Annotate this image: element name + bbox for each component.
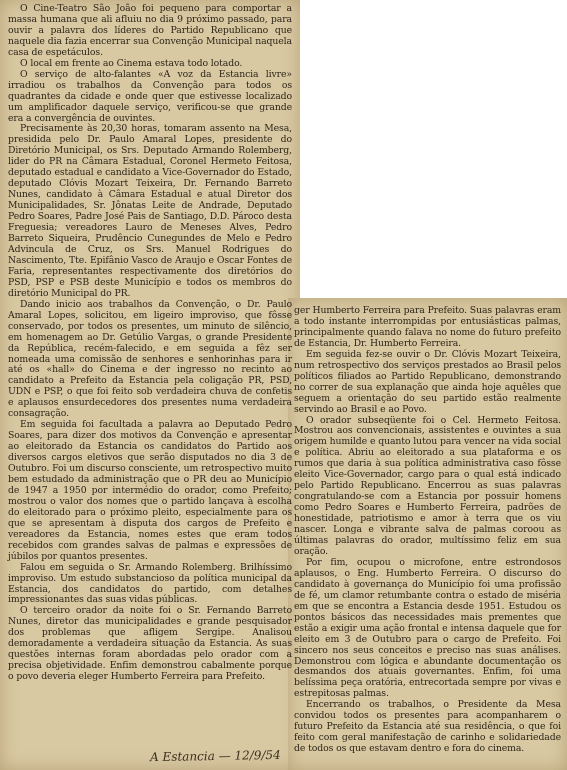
paragraph: Precisamente às 20,30 horas, tomaram assento na Mesa, presidida pelo Dr. Paulo Amaral Lopes, presidente do Diretório Municipal, os Srs. Deputado Armando Rolemberg, lider do PR na Câmara Estadual, Coronel Hermeto Feitosa, deputado estadual e candidato a Vice-Governador do Estado, deputado Clóvis Mozart Teixeira, Dr. Fernando Barreto Nunes, candidato à Câmara Estadual e atual Diretor dos Municipalidades, Sr. Jônatas Leite de Andrade, Deputado Pedro Soares, Padre José Pais de Santiago, D.D. Pároco desta Freguesia; vereadores Lauro de Meneses Alves, Pedro Barreto Siqueira, Prudêncio Cunegundes de Melo e Pedro Advincula de Cruz, os Srs. Manuel Rodrigues do Nascimento, Tte. Epifânio Vasco de Araujo e Oscar Fontes de Faria, representantes respectivamente dos diretórios do PSD, PSP e PSB deste Município e todos os membros do diretório Municipal do PR. (8, 123, 292, 299)
paragraph: Dando inicio aos trabalhos da Convenção, o Dr. Paulo Amaral Lopes, solicitou, em ligeiro improviso, que fôsse conservado, por todos os presentes, um minuto de silêncio, em homenagem ao Dr. Getúlio Vargas, o grande Presidente da República, recém-falecido, e em seguida a fêz ser nomeada uma comissão de senhores e senhorinhas para ir até os «hall» do Cinema e der ingresso no recinto ao candidato a Prefeito da Estancia pela coligação PR, PSD, UDN e PSP, o que foi feito sob verdadeira chuva de confetis e aplausos ensurdecedores dos presentes numa verdadeira consagração. (8, 298, 292, 420)
left-column-text (8, 4, 292, 748)
paragraph: O orador subseqüente foi o Cel. Hermeto Feitosa. Mostrou aos convencionais, assistentes e ouvintes a sua origem humilde e quanto lutou para vencer na vida social e política. Abriu ao eleitorado a sua plataforma e os rumos que daria à sua política administrativa caso fôsse eleito Vice-Governador, cargo para o qual está indicado pelo Partido Republicano. Encerrou as suas palavras congratulando-se com a Estancia por possuir homens como Pedro Soares e Humberto Ferreira, padrões de honestidade, patriotismo e amor à terra que os viu nascer. Longa e vibrante salva de palmas coroou as últimas palavras do orador, multíssimo feliz em sua oração. (294, 414, 561, 557)
paragraph: ger Humberto Ferreira para Prefeito. Suas palavras eram a todo instante interrompidas por entusiásticas palmas, principalmente quando falava no nome do futuro prefeito de Estancia, Dr. Humberto Ferreira. (294, 305, 561, 349)
paragraph: O serviço de alto-falantes «A voz da Estancia livre» irradiou os trabalhos da Convenção para todos os quadrantes da cidade e onde quer que estivesse localizado um amplificador daquele serviço, verificou-se que grande era a convergência de ouvintes. (8, 68, 292, 124)
right-column-text (294, 305, 561, 755)
handwritten-signature: A Estancia — 12/9/54 (149, 747, 281, 765)
paragraph: O terceiro orador da noite foi o Sr. Fernando Barreto Nunes, diretor das municipalidades e grande pesquisador dos problemas que afligem Sergipe. Analisou demoradamente a verdadeira situação da Estancia. As suas questões internas foram abordadas pelo orador com a precisa objetividade. Enfim demonstrou cabalmente porque o povo deveria eleger Humberto Ferreira para Prefeito. (8, 605, 292, 683)
paragraph: Em seguida fez-se ouvir o Dr. Clóvis Mozart Teixeira, num retrospectivo dos serviços prestados ao Brasil pelos políticos filiados ao Partido Republicano, demonstrando no correr de sua explanação que ainda hoje aquêles que seguem a orientação do seu partido estão realmente servindo ao Brasil e ao Povo. (294, 348, 561, 415)
paragraph: O Cine-Teatro São João foi pequeno para comportar a massa humana que ali afluiu no dia 9 próximo passado, para ouvir a palavra dos líderes do Partido Republicano que naquele dia fazia encerrar sua Convenção Municipal naquela casa de espetáculos. (8, 3, 292, 58)
paragraph: Encerrando os trabalhos, o Presidente da Mesa convidou todos os presentes para acompanharem o futuro Prefeito da Estancia até sua residência, o que foi feito com geral manifestação de carinho e solidariedade de todos os que estavam dentro e fora do cinema. (294, 699, 561, 755)
paragraph: Falou em seguida o Sr. Armando Rolemberg. Brilhíssimo improviso. Um estudo substancioso da política municipal da Estancia, dos candidatos do partido, com detalhes impressionantes das suas vidas públicas. (8, 561, 292, 606)
paragraph: Em seguida foi facultada a palavra ao Deputado Pedro Soares, para dizer dos motivos da Convenção e apresentar ao eleitorado da Estancia os candidatos do Partido aos diversos cargos eletivos que serão disputados no dia 3 de Outubro. Foi um discurso consciente, um retrospectivo muito bem estudado da administração que o PR deu ao Município de 1947 a 1950 por intermédio do orador, como Prefeito; mostrou o valor dos nomes que o partido lançava à escolha do eleitorado para o próximo pleito, especialmente para os que se apresentam à disputa dos cargos de Prefeito e vereadores da Estancia, nomes estes que eram todos recebidos com grandes salvas de palmas e expressões de júbilos por quantos presentes. (8, 419, 292, 562)
paragraph: O local em frente ao Cinema estava todo lotado. (20, 57, 243, 69)
paragraph: Por fim, ocupou o microfone, entre estrondosos aplausos, o Eng. Humberto Ferreira. O discurso do candidato à governança do Município foi uma profissão de fé, um clamor retumbante contra o estado de miséria em que se encontra a Estancia desde 1951. Estudou os pontos básicos das necessidades mais prementes que estão a exigir uma ação frontal e intensa daquele que for eleito em 3 de Outubro para o cargo de Prefeito. Foi sincero nos seus conceitos e preciso nas suas análises. Demonstrou com lógica e abundante documentação os desmandos dos atuais governantes. Enfim, foi uma belíssima peça oratória, entrecortada sempre por vivas e estrepitosas palmas. (294, 556, 561, 700)
